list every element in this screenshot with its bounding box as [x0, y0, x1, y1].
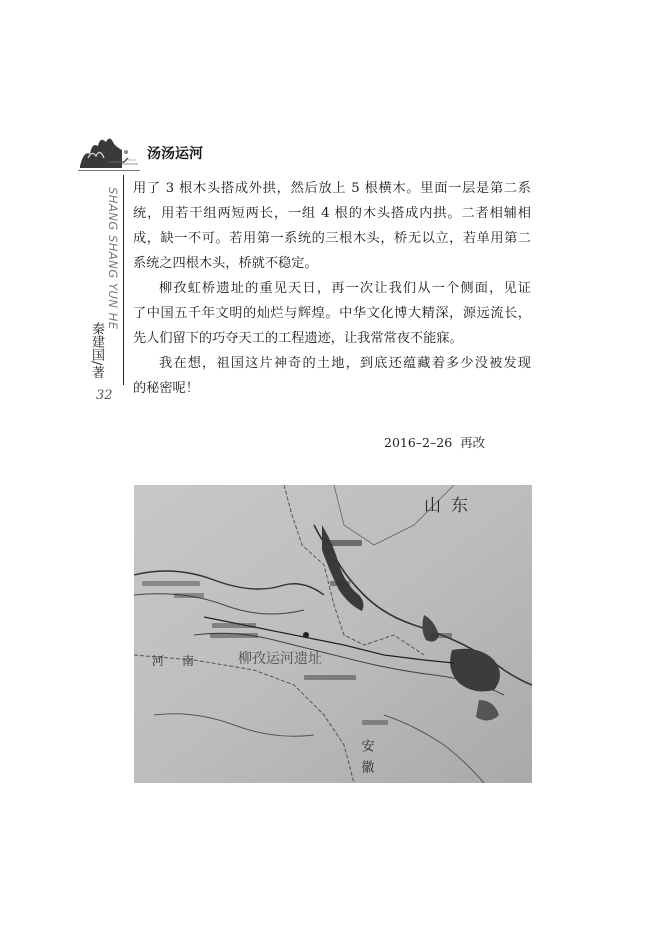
map-label-anhui: 安徽	[358, 739, 374, 781]
margin-rule	[123, 175, 124, 385]
text-line: 先人们留下的巧夺天工的工程遗迹，让我常常夜不能寐。	[133, 331, 463, 346]
side-author: 秦建国/著	[89, 322, 104, 379]
side-english-title: SHANG SHANG YUN HE	[106, 187, 120, 330]
text-line: 的秘密呢！	[133, 381, 199, 396]
text-line: 了中国五千年文明的灿烂与辉煌。中华文化博大精深，源远流长，	[133, 306, 531, 321]
header-logo-icon	[78, 128, 140, 170]
map-photo	[134, 485, 532, 783]
header-rule	[78, 170, 140, 171]
map-label-henan: 河南	[152, 654, 213, 668]
body-text	[133, 176, 531, 401]
text-line: 系统之四根木头，桥就不稳定。	[133, 256, 318, 271]
map-label-site: 柳孜运河遗址	[238, 651, 322, 667]
map-label-shandong: 山东	[424, 496, 478, 516]
text-line: 用了 3 根木头搭成外拱，然后放上 5 根横木。里面一层是第二系	[133, 181, 531, 196]
running-header-title: 汤汤运河	[147, 146, 203, 162]
text-line: 柳孜虹桥遗址的重见天日，再一次让我们从一个侧面，见证	[159, 281, 531, 296]
page-number: 32	[96, 388, 113, 403]
date-signature: 2016–2–26 再改	[384, 435, 486, 450]
text-line: 统，用若干组两短两长，一组 4 根的木头搭成内拱。二者相辅相	[133, 206, 531, 221]
text-line: 成，缺一不可。若用第一系统的三根木头，桥无以立，若单用第二	[133, 231, 531, 246]
text-line: 我在想，祖国这片神奇的土地，到底还蕴藏着多少没被发现	[159, 356, 531, 371]
